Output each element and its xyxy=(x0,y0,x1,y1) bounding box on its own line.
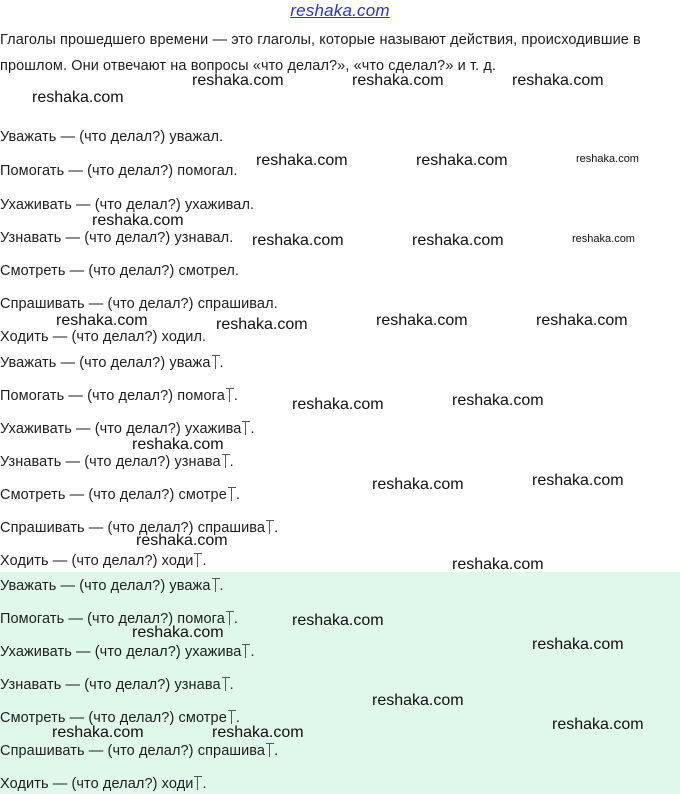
watermark: reshaka.com xyxy=(376,312,468,329)
answer-line: Ухаживать — (что делал?) ухаживал. xyxy=(0,197,255,213)
exercise-line xyxy=(0,675,234,693)
line-end: . xyxy=(233,611,239,627)
exercise-text: Смотреть — (что делал?) смотре xyxy=(0,710,227,726)
answer-line: Смотреть — (что делал?) смотрел. xyxy=(0,263,240,279)
line-end: . xyxy=(229,677,234,693)
watermark: reshaka.com xyxy=(536,312,628,329)
watermark: reshaka.com xyxy=(416,152,508,169)
exercise-text: Помогать — (что делал?) помога xyxy=(0,388,225,404)
answer-line: Спрашивать — (что делал?) спрашивал. xyxy=(0,296,278,312)
exercise-line xyxy=(0,452,234,470)
exercise-line xyxy=(0,642,255,660)
ending-mark-icon xyxy=(222,677,230,691)
intro-paragraph: Глаголы прошедшего времени — это глаголы, которые называют действия, происходившие в прошлом. Они отвечают на вопросы «что делал?», «что сделал?» и т. д. xyxy=(0,32,641,74)
watermark: reshaka.com xyxy=(292,612,384,629)
exercise-text: Спрашивать — (что делал?) спрашива xyxy=(0,520,266,536)
watermark: reshaka.com xyxy=(412,232,504,249)
exercise-text: Помогать — (что делал?) помога xyxy=(0,611,225,627)
exercise-line xyxy=(0,551,207,569)
ending-mark-icon xyxy=(266,520,274,534)
line-end: . xyxy=(235,710,241,726)
watermark: reshaka.com xyxy=(552,716,644,733)
exercise-text: Смотреть — (что делал?) смотре xyxy=(0,487,227,503)
ending-mark-icon xyxy=(228,487,236,501)
exercise-line xyxy=(0,774,207,792)
watermark: reshaka.com xyxy=(512,72,604,89)
exercise-text: Уважать — (что делал?) уважа xyxy=(0,578,211,594)
exercise-text: Ходить — (что делал?) ходи xyxy=(0,776,194,792)
line-end: . xyxy=(235,487,241,503)
exercise-line xyxy=(0,353,224,371)
watermark: reshaka.com xyxy=(52,724,144,741)
line-end: . xyxy=(250,644,255,660)
ending-mark-icon xyxy=(242,644,250,658)
line-end: . xyxy=(274,520,279,536)
ending-mark-icon xyxy=(194,553,202,567)
exercise-line xyxy=(0,576,224,594)
exercise-line xyxy=(0,386,238,404)
line-end: . xyxy=(250,421,255,437)
watermark: reshaka.com xyxy=(192,72,284,89)
watermark: reshaka.com xyxy=(212,724,304,741)
line-end: . xyxy=(229,454,234,470)
watermark: reshaka.com xyxy=(216,316,308,333)
exercise-text: Узнавать — (что делал?) узнава xyxy=(0,454,221,470)
exercise-text: Ухаживать — (что делал?) ухажива xyxy=(0,644,242,660)
site-header xyxy=(0,0,680,22)
ending-mark-icon xyxy=(212,578,220,592)
exercise-text: Ходить — (что делал?) ходи xyxy=(0,553,194,569)
site-link[interactable]: reshaka.com xyxy=(290,1,390,20)
watermark: reshaka.com xyxy=(252,232,344,249)
line-end: . xyxy=(274,743,279,759)
watermark: reshaka.com xyxy=(56,312,148,329)
exercise-text: Спрашивать — (что делал?) спрашива xyxy=(0,743,266,759)
watermark: reshaka.com xyxy=(92,212,184,229)
watermark: reshaka.com xyxy=(292,396,384,413)
watermark: reshaka.com xyxy=(452,556,544,573)
watermark: reshaka.com xyxy=(532,472,624,489)
ending-mark-icon xyxy=(194,776,202,790)
ending-mark-icon xyxy=(222,454,230,468)
ending-mark-icon xyxy=(228,710,236,724)
ending-mark-icon xyxy=(226,388,234,402)
watermark: reshaka.com xyxy=(256,152,348,169)
exercise-line xyxy=(0,485,240,503)
ending-mark-icon xyxy=(242,421,250,435)
watermark: reshaka.com xyxy=(132,436,224,453)
watermark: reshaka.com xyxy=(132,624,224,641)
watermark: reshaka.com xyxy=(532,636,624,653)
watermark: reshaka.com xyxy=(32,89,124,106)
line-end: . xyxy=(219,355,224,371)
exercise-line xyxy=(0,741,278,759)
watermark: reshaka.com xyxy=(372,476,464,493)
line-end: . xyxy=(233,388,239,404)
answer-line: Уважать — (что делал?) уважал. xyxy=(0,129,224,145)
answer-line: Узнавать — (что делал?) узнавал. xyxy=(0,230,234,246)
exercise-text: Ухаживать — (что делал?) ухажива xyxy=(0,421,242,437)
ending-mark-icon xyxy=(212,355,220,369)
watermark: reshaka.com xyxy=(576,153,639,165)
watermark: reshaka.com xyxy=(572,233,635,245)
watermark: reshaka.com xyxy=(452,392,544,409)
line-end: . xyxy=(202,776,207,792)
line-end: . xyxy=(202,553,207,569)
watermark: reshaka.com xyxy=(372,692,464,709)
watermark: reshaka.com xyxy=(136,532,228,549)
line-end: . xyxy=(219,578,224,594)
ending-mark-icon xyxy=(266,743,274,757)
answer-line: Помогать — (что делал?) помогал. xyxy=(0,163,238,179)
ending-mark-icon xyxy=(226,611,234,625)
watermark: reshaka.com xyxy=(352,72,444,89)
exercise-text: Узнавать — (что делал?) узнава xyxy=(0,677,221,693)
exercise-line xyxy=(0,419,255,437)
answer-line: Ходить — (что делал?) ходил. xyxy=(0,329,207,345)
exercise-text: Уважать — (что делал?) уважа xyxy=(0,355,211,371)
